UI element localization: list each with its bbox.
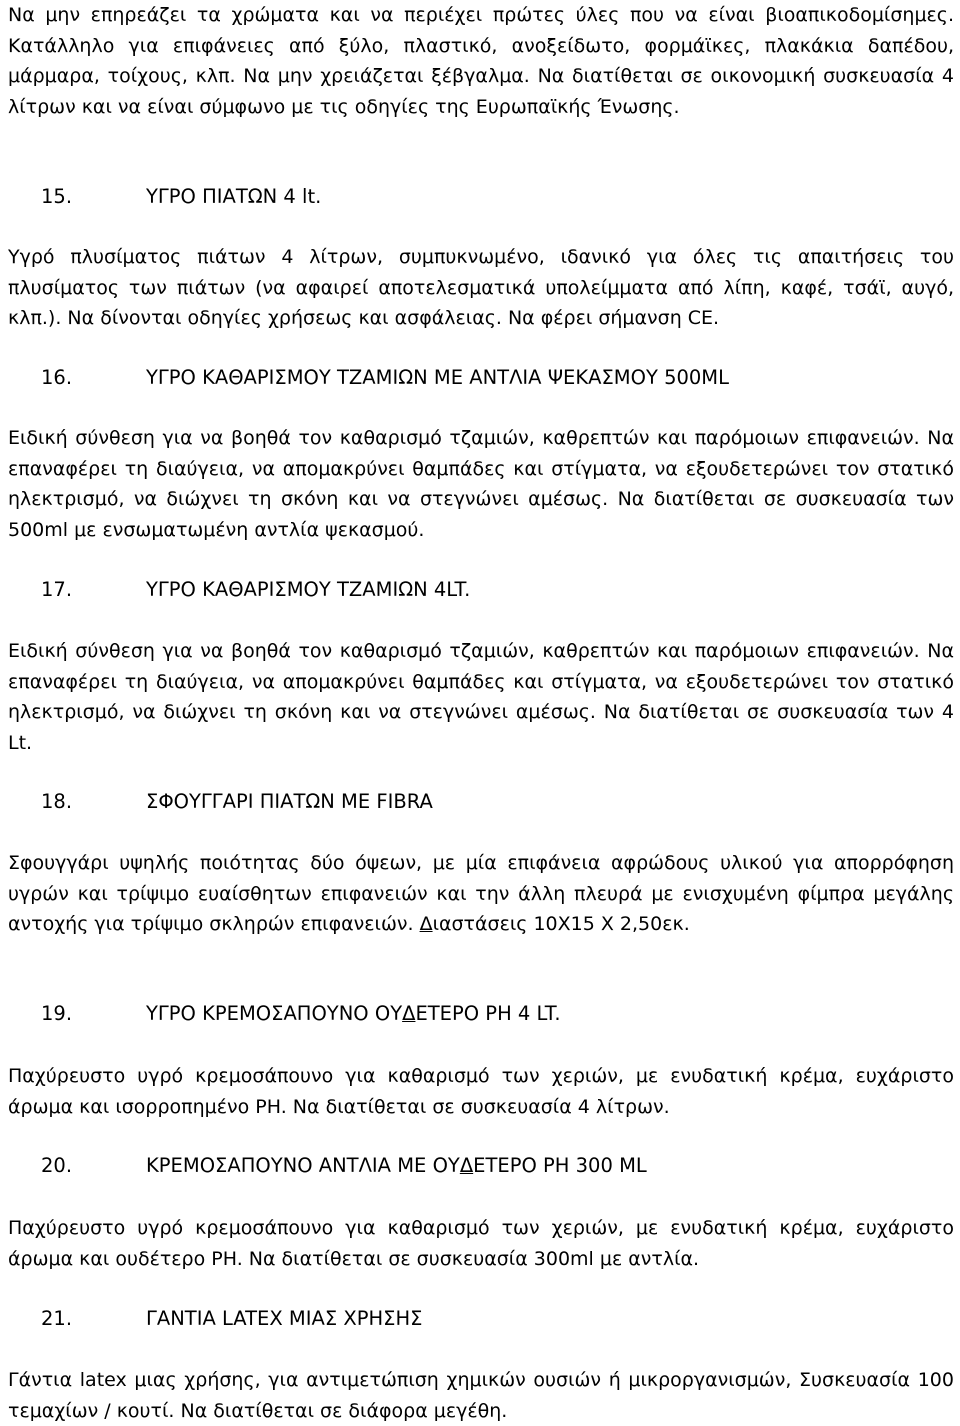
item-title: ΥΓΡΟ ΚΑΘΑΡΙΣΜΟΥ ΤΖΑΜΙΩΝ ΜΕ ΑΝΤΛΙΑ ΨΕΚΑΣΜΟΥ 500ML bbox=[146, 366, 730, 389]
item-heading-15 bbox=[8, 182, 954, 212]
item-description-18 bbox=[8, 848, 954, 940]
item-title-underlined-letter: Δ bbox=[459, 1154, 474, 1177]
item-heading-19 bbox=[8, 999, 954, 1029]
item-number: 20. bbox=[41, 1154, 73, 1177]
item-number: 19. bbox=[41, 1002, 73, 1025]
item-heading-21 bbox=[8, 1304, 954, 1334]
item-description-20: Παχύρευστο υγρό κρεμοσάπουνο για καθαρισμό των χεριών, με ενυδατική κρέμα, ευχάριστο άρωμα και ουδέτερο PH. Να διατίθεται σε συσκευασία 300ml με αντλία. bbox=[8, 1217, 954, 1270]
item-number: 21. bbox=[41, 1307, 73, 1330]
item-title: ΥΓΡΟ ΠΙΑΤΩΝ 4 lt. bbox=[146, 185, 322, 208]
item-title: ΣΦΟΥΓΓΑΡΙ ΠΙΑΤΩΝ ΜΕ FIBRA bbox=[146, 790, 433, 813]
item-title: ΓΑΝΤΙΑ LATEX ΜΙΑΣ ΧΡΗΣΗΣ bbox=[146, 1307, 423, 1330]
item-description-21: Γάντια latex μιας χρήσης, για αντιμετώπιση χημικών ουσιών ή μικροργανισμών, Συσκευασία 100 τεμαχίων / κουτί. Να διατίθεται σε διάφορα μεγέθη. bbox=[8, 1369, 954, 1422]
item-title-underlined-letter: Δ bbox=[402, 1002, 416, 1025]
item-title bbox=[146, 999, 561, 1029]
item-heading-18 bbox=[8, 787, 954, 817]
item-description-17: Ειδική σύνθεση για να βοηθά τον καθαρισμό τζαμιών, καθρεπτών και παρόμοιων επιφανειών. Να επαναφέρει τη διαύγεια, να απομακρύνει θαμπάδες και στίγματα, να εξουδετερώνει τον στατικό ηλεκτρισμό, να διώχνει τη σκόνη και να στεγνώνει αμέσως. Να διατίθεται σε συσκευασία των 4 Lt. bbox=[8, 640, 954, 754]
item-description-15: Υγρό πλυσίματος πιάτων 4 λίτρων, συμπυκνωμένο, ιδανικό για όλες τις απαιτήσεις του πλυσίματος των πιάτων (να αφαιρεί αποτελεσματικά υπολείμματα από λίπη, καφέ, τσάϊ, αυγό, κλπ.). Να δίνονται οδηγίες χρήσεως και ασφάλειας. Να φέρει σήμανση CE. bbox=[8, 246, 954, 329]
item-description-underlined-letter: Δ bbox=[419, 913, 433, 935]
item-heading-16 bbox=[8, 363, 954, 393]
item-title-text: ΕΤΕΡΟ PH 4 LT. bbox=[415, 1002, 561, 1025]
item-number: 18. bbox=[41, 790, 73, 813]
item-heading-20 bbox=[8, 1151, 954, 1181]
item-title-text: ΕΤΕΡΟ PH 300 ML bbox=[473, 1154, 647, 1177]
item-description-16: Ειδική σύνθεση για να βοηθά τον καθαρισμό τζαμιών, καθρεπτών και παρόμοιων επιφανειών. Να επαναφέρει τη διαύγεια, να απομακρύνει θαμπάδες και στίγματα, να εξουδετερώνει τον στατικό ηλεκτρισμό, να διώχνει τη σκόνη και να στεγνώνει αμέσως. Να διατίθεται σε συσκευασία των 500ml με ενσωματωμένη αντλία ψεκασμού. bbox=[8, 427, 954, 541]
item-heading-17 bbox=[8, 575, 954, 605]
intro-paragraph: Να μην επηρεάζει τα χρώματα και να περιέχει πρώτες ύλες που να είναι βιοαπικοδομίσημες. Κατάλληλο για επιφάνειες από ξύλο, πλαστικό, ανοξείδωτο, φορμάϊκες, πλακάκια δαπέδου, μάρμαρα, τοίχους, κλπ. Να μην χρειάζεται ξέβγαλμα. Να διατίθεται σε οικονομική συσκευασία 4 λίτρων και να είναι σύμφωνο με τις οδηγίες της Ευρωπαϊκής Ένωσης. bbox=[8, 4, 954, 118]
item-title-text: ΚΡΕΜΟΣΑΠΟΥΝΟ ΑΝΤΛΙΑ ΜΕ ΟΥ bbox=[146, 1154, 460, 1177]
item-title-text: ΥΓΡΟ ΚΡΕΜΟΣΑΠΟΥΝΟ ΟΥ bbox=[146, 1002, 403, 1025]
item-description-text: Σφουγγάρι υψηλής ποιότητας δύο όψεων, με μία επιφάνεια αφρώδους υλικού για απορρόφηση υγρών και τρίψιμο ευαίσθητων επιφανειών και την άλλη πλευρά με ενισχυμένη φίμπρα μεγάλης αντοχής για τρίψιμο σκληρών επιφανειών. bbox=[8, 852, 954, 935]
item-title bbox=[146, 1151, 647, 1181]
item-number: 15. bbox=[41, 185, 73, 208]
item-description-text: ιαστάσεις 10Χ15 Χ 2,50εκ. bbox=[432, 913, 690, 935]
item-title: ΥΓΡΟ ΚΑΘΑΡΙΣΜΟΥ ΤΖΑΜΙΩΝ 4LT. bbox=[146, 578, 471, 601]
item-description-19: Παχύρευστο υγρό κρεμοσάπουνο για καθαρισμό των χεριών, με ενυδατική κρέμα, ευχάριστο άρωμα και ισορροπημένο PH. Να διατίθεται σε συσκευασία 4 λίτρων. bbox=[8, 1065, 954, 1118]
item-number: 16. bbox=[41, 366, 73, 389]
item-number: 17. bbox=[41, 578, 73, 601]
